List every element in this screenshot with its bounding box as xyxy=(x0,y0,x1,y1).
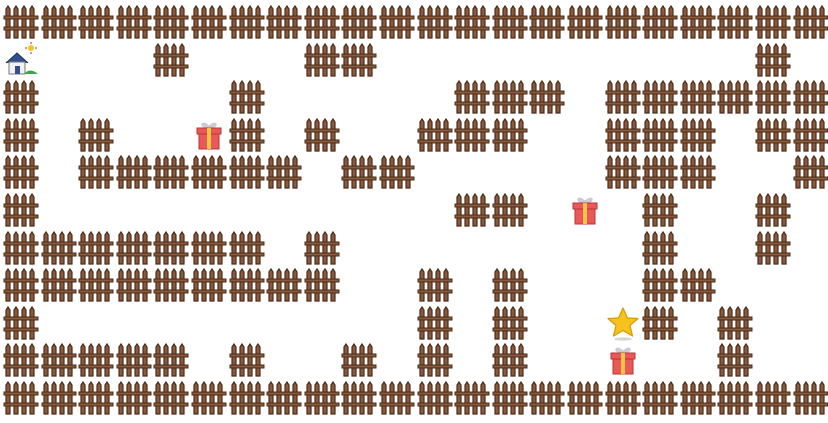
fence-icon xyxy=(641,229,679,267)
fence-icon xyxy=(190,153,228,191)
fence-icon xyxy=(378,3,416,41)
fence-icon xyxy=(641,191,679,229)
fence-icon xyxy=(2,78,40,116)
fence-icon xyxy=(679,153,717,191)
fence-icon xyxy=(716,78,754,116)
fence-icon xyxy=(604,379,642,417)
fence-icon xyxy=(228,153,266,191)
fence-icon xyxy=(190,229,228,267)
fence-icon xyxy=(2,153,40,191)
fence-icon xyxy=(152,379,190,417)
fence-icon xyxy=(115,379,153,417)
fence-icon xyxy=(152,266,190,304)
fence-icon xyxy=(228,229,266,267)
fence-icon xyxy=(228,116,266,154)
fence-icon xyxy=(378,379,416,417)
fence-icon xyxy=(641,3,679,41)
fence-icon xyxy=(716,379,754,417)
fence-icon xyxy=(416,341,454,379)
fence-icon xyxy=(77,153,115,191)
fence-icon xyxy=(679,266,717,304)
fence-icon xyxy=(228,379,266,417)
fence-icon xyxy=(641,266,679,304)
fence-icon xyxy=(566,3,604,41)
fence-icon xyxy=(604,78,642,116)
fence-icon xyxy=(491,116,529,154)
fence-icon xyxy=(152,153,190,191)
fence-icon xyxy=(716,304,754,342)
fence-icon xyxy=(340,153,378,191)
gift-icon[interactable] xyxy=(604,341,642,379)
fence-icon xyxy=(416,304,454,342)
fence-icon xyxy=(77,266,115,304)
fence-icon xyxy=(340,379,378,417)
fence-icon xyxy=(679,379,717,417)
home-icon xyxy=(2,41,40,79)
fence-icon xyxy=(754,379,792,417)
fence-icon xyxy=(228,266,266,304)
fence-icon xyxy=(679,116,717,154)
fence-icon xyxy=(303,379,341,417)
fence-icon xyxy=(792,379,828,417)
fence-icon xyxy=(453,379,491,417)
fence-icon xyxy=(491,266,529,304)
fence-icon xyxy=(40,3,78,41)
fence-icon xyxy=(228,341,266,379)
fence-icon xyxy=(416,116,454,154)
fence-icon xyxy=(641,116,679,154)
gift-icon[interactable] xyxy=(566,191,604,229)
fence-icon xyxy=(115,266,153,304)
fence-icon xyxy=(2,379,40,417)
fence-icon xyxy=(77,379,115,417)
fence-icon xyxy=(77,116,115,154)
fence-icon xyxy=(641,379,679,417)
fence-icon xyxy=(152,41,190,79)
fence-icon xyxy=(453,3,491,41)
fence-icon xyxy=(2,304,40,342)
gift-icon[interactable] xyxy=(190,116,228,154)
fence-icon xyxy=(2,266,40,304)
fence-icon xyxy=(416,3,454,41)
fence-icon xyxy=(453,191,491,229)
fence-icon xyxy=(792,3,828,41)
fence-icon xyxy=(115,229,153,267)
fence-icon xyxy=(754,78,792,116)
fence-icon xyxy=(528,3,566,41)
fence-icon xyxy=(604,116,642,154)
fence-icon xyxy=(378,153,416,191)
fence-icon xyxy=(115,3,153,41)
fence-icon xyxy=(2,116,40,154)
fence-icon xyxy=(115,341,153,379)
fence-icon xyxy=(528,379,566,417)
fence-icon xyxy=(228,78,266,116)
fence-icon xyxy=(641,153,679,191)
fence-icon xyxy=(303,116,341,154)
fence-icon xyxy=(340,41,378,79)
fence-icon xyxy=(604,3,642,41)
fence-icon xyxy=(265,266,303,304)
fence-icon xyxy=(416,379,454,417)
fence-icon xyxy=(303,266,341,304)
fence-icon xyxy=(40,266,78,304)
fence-icon xyxy=(754,41,792,79)
fence-icon xyxy=(152,229,190,267)
fence-icon xyxy=(453,116,491,154)
star-icon[interactable] xyxy=(604,304,642,342)
fence-icon xyxy=(265,379,303,417)
fence-icon xyxy=(491,341,529,379)
fence-icon xyxy=(716,3,754,41)
fence-icon xyxy=(2,191,40,229)
fence-icon xyxy=(40,229,78,267)
fence-icon xyxy=(679,78,717,116)
fence-icon xyxy=(228,3,266,41)
fence-icon xyxy=(792,153,828,191)
fence-icon xyxy=(303,3,341,41)
fence-icon xyxy=(679,3,717,41)
fence-icon xyxy=(641,78,679,116)
fence-icon xyxy=(754,3,792,41)
fence-icon xyxy=(40,341,78,379)
fence-icon xyxy=(491,379,529,417)
fence-icon xyxy=(77,3,115,41)
fence-icon xyxy=(754,116,792,154)
fence-icon xyxy=(115,153,153,191)
fence-icon xyxy=(416,266,454,304)
fence-icon xyxy=(265,153,303,191)
fence-icon xyxy=(303,41,341,79)
fence-icon xyxy=(2,229,40,267)
fence-icon xyxy=(152,341,190,379)
fence-icon xyxy=(491,78,529,116)
fence-icon xyxy=(303,229,341,267)
fence-icon xyxy=(566,379,604,417)
fence-icon xyxy=(453,78,491,116)
fence-icon xyxy=(77,229,115,267)
fence-icon xyxy=(2,3,40,41)
fence-icon xyxy=(190,266,228,304)
fence-icon xyxy=(491,191,529,229)
fence-icon xyxy=(190,3,228,41)
fence-icon xyxy=(792,116,828,154)
fence-icon xyxy=(491,3,529,41)
fence-icon xyxy=(152,3,190,41)
fence-icon xyxy=(792,78,828,116)
fence-icon xyxy=(641,304,679,342)
fence-icon xyxy=(340,3,378,41)
fence-icon xyxy=(491,304,529,342)
fence-icon xyxy=(190,379,228,417)
fence-icon xyxy=(40,379,78,417)
fence-icon xyxy=(77,341,115,379)
fence-icon xyxy=(604,153,642,191)
fence-icon xyxy=(340,341,378,379)
fence-icon xyxy=(265,3,303,41)
fence-icon xyxy=(754,191,792,229)
fence-icon xyxy=(528,78,566,116)
fence-icon xyxy=(2,341,40,379)
fence-icon xyxy=(716,341,754,379)
fence-icon xyxy=(754,229,792,267)
